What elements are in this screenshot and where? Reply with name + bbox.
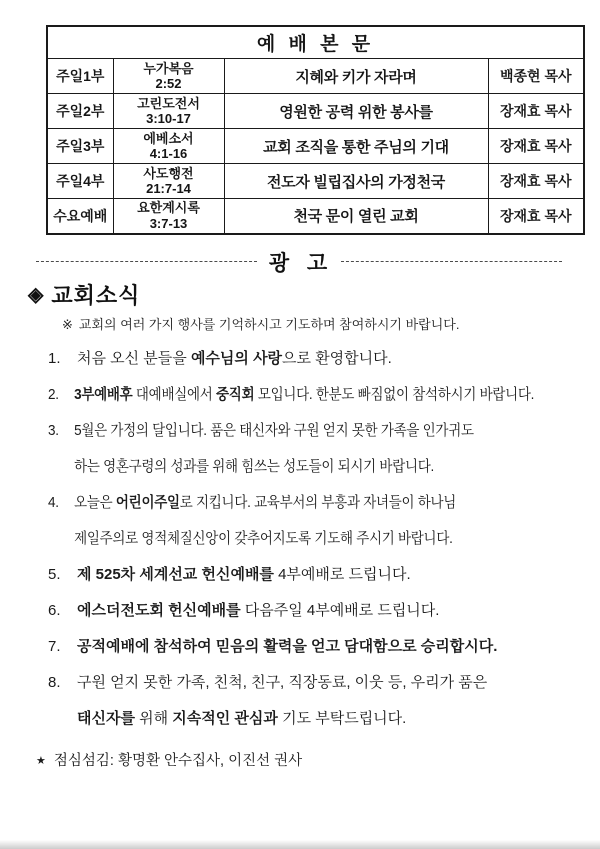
church-news-note-text: 교회의 여러 가지 행사를 기억하시고 기도하며 참여하시기 바랍니다.: [78, 316, 460, 332]
scripture-book: 요한계시록: [137, 200, 200, 216]
worship-table-body: [47, 59, 584, 234]
divider-dashed-line-right: [341, 261, 562, 262]
reference-mark-icon: ※: [62, 316, 73, 332]
announcement-line: [48, 449, 545, 485]
announcement-number: 6.: [48, 601, 61, 619]
scripture-cell: [113, 164, 224, 199]
announcement-text-segment: 구원 얻지 못한 가족, 친척, 친구, 직장동료, 이웃 등, 우리가 품은: [77, 673, 488, 691]
announcement-text-segment: 4부예배로 드립니다.: [273, 565, 411, 583]
sermon-title-cell: 영원한 공력 위한 봉사를: [224, 94, 488, 129]
worship-table-row: [47, 94, 584, 129]
announcement-text-segment: 위해: [134, 709, 173, 727]
worship-table-row: [47, 129, 584, 164]
divider-dashed-line-left: [36, 261, 257, 262]
announcement-number: 2.: [48, 385, 59, 403]
announcement-line: [48, 413, 545, 449]
church-news-note: [62, 314, 600, 333]
announcement-line: [48, 701, 600, 737]
announcement-text-segment: 어린이주일: [115, 493, 180, 511]
worship-table-row: [47, 199, 584, 234]
sermon-title-cell: 천국 문이 열린 교회: [224, 199, 488, 234]
worship-table-row: [47, 59, 584, 94]
church-news-heading-label: 교회소식: [51, 282, 141, 308]
scripture-verse: 21:7-14: [146, 181, 191, 196]
announcement-text-segment: 예수님의 사랑: [190, 349, 283, 367]
announcement-item: [48, 593, 600, 629]
service-name-cell: 주일3부: [47, 129, 113, 164]
pastor-name-cell: 백종현 목사: [488, 59, 584, 94]
scripture-cell: [113, 199, 224, 234]
announcement-text-segment: 태신자를: [77, 709, 135, 727]
announcement-line: [48, 629, 600, 665]
star-icon: ★: [36, 754, 46, 767]
announcement-text-segment: 에스더전도회 헌신예배를: [77, 601, 241, 619]
announcement-list: [48, 341, 600, 737]
scripture-book: 사도행전: [143, 165, 194, 181]
scripture-verse: 3:7-13: [149, 215, 188, 231]
announcement-item: [48, 341, 600, 377]
sermon-title-cell: 지혜와 키가 자라며: [224, 59, 488, 94]
announcement-text-segment: 다음주일 4부예배로 드립니다.: [240, 601, 440, 619]
announcement-item: [48, 629, 600, 665]
table-title-row: [47, 26, 584, 59]
announcement-item: [48, 665, 600, 737]
announcement-line: [48, 521, 545, 557]
announcement-text-segment: 처음 오신 분들을: [77, 349, 191, 367]
scripture-cell: [113, 94, 224, 129]
announcement-line: [48, 485, 545, 521]
announcement-text-segment: 3부예배후: [74, 385, 133, 403]
announcement-text-segment: 5월은 가정의 달입니다. 품은 태신자와 구원 얻지 못한 가족을 인가귀도: [74, 421, 474, 439]
lunch-serving-line: [36, 749, 600, 770]
announcement-line: [48, 377, 545, 413]
announcement-item: [48, 413, 600, 485]
announcement-text-segment: 으로 환영합니다.: [282, 349, 392, 367]
scan-edge-shadow: [0, 840, 600, 849]
announcement-line: [48, 557, 600, 593]
announcement-number: 4.: [48, 493, 59, 511]
announcement-line: [48, 593, 600, 629]
pastor-name-cell: 장재효 목사: [488, 94, 584, 129]
diamond-bullet-icon: ◈: [28, 283, 45, 306]
pastor-name-cell: 장재효 목사: [488, 129, 584, 164]
announcement-text-segment: 로 지킵니다. 교육부서의 부흥과 자녀들이 하나님: [179, 493, 457, 511]
pastor-name-cell: 장재효 목사: [488, 164, 584, 199]
announcement-text-segment: 제일주의로 영적체질신앙이 갖추어지도록 기도해 주시기 바랍니다.: [74, 529, 453, 547]
worship-table-row: [47, 164, 584, 199]
announcement-item: [48, 557, 600, 593]
service-name-cell: 주일2부: [47, 94, 113, 129]
announcement-number: 8.: [48, 673, 61, 691]
scripture-verse: 4:1-16: [149, 146, 188, 161]
scripture-book: 고린도전서: [137, 95, 200, 111]
announcement-line: [48, 341, 600, 377]
service-name-cell: 주일4부: [47, 164, 113, 199]
sermon-title-cell: 교회 조직을 통한 주님의 기대: [224, 129, 488, 164]
announcement-text-segment: 기도 부탁드립니다.: [277, 709, 407, 727]
announcement-number: 3.: [48, 421, 59, 439]
announcement-line: [48, 665, 600, 701]
lunch-serving-text: 점심섬김: 황명환 안수집사, 이진선 권사: [53, 752, 303, 769]
announcement-text-segment: 대예배실에서: [132, 385, 217, 403]
announcement-item: [48, 377, 600, 413]
scripture-book: 누가복음: [143, 60, 194, 76]
announcement-number: 1.: [48, 349, 61, 367]
announcement-number: 5.: [48, 565, 61, 583]
announcement-text-segment: 제 525차 세계선교 헌신예배를: [77, 565, 274, 583]
announcements-divider: [36, 250, 562, 274]
announcements-title: 광 고: [268, 251, 330, 275]
announcement-text-segment: 중직회: [216, 385, 255, 403]
announcement-number: 7.: [48, 637, 61, 655]
scripture-cell: [113, 59, 224, 94]
scripture-verse: 3:10-17: [146, 111, 191, 126]
announcement-text-segment: 하는 영혼구령의 성과를 위해 힘쓰는 성도들이 되시기 바랍니다.: [74, 457, 435, 475]
worship-scripture-table: [46, 25, 585, 235]
service-name-cell: 수요예배: [47, 199, 113, 234]
table-title: 예 배 본 문: [47, 26, 584, 59]
scripture-cell: [113, 129, 224, 164]
announcement-text-segment: 공적예배에 참석하여 믿음의 활력을 얻고 담대함으로 승리합시다.: [77, 637, 498, 655]
announcement-text-segment: 모입니다. 한분도 빠짐없이 참석하시기 바랍니다.: [254, 385, 535, 403]
announcement-text-segment: 지속적인 관심과: [172, 709, 278, 727]
scripture-verse: 2:52: [155, 76, 182, 91]
service-name-cell: 주일1부: [47, 59, 113, 94]
pastor-name-cell: 장재효 목사: [488, 199, 584, 234]
church-news-heading: [28, 279, 600, 310]
announcement-item: [48, 485, 600, 557]
announcement-text-segment: 오늘은: [74, 493, 116, 511]
sermon-title-cell: 전도자 빌립집사의 가정천국: [224, 164, 488, 199]
scripture-book: 에베소서: [143, 130, 194, 146]
